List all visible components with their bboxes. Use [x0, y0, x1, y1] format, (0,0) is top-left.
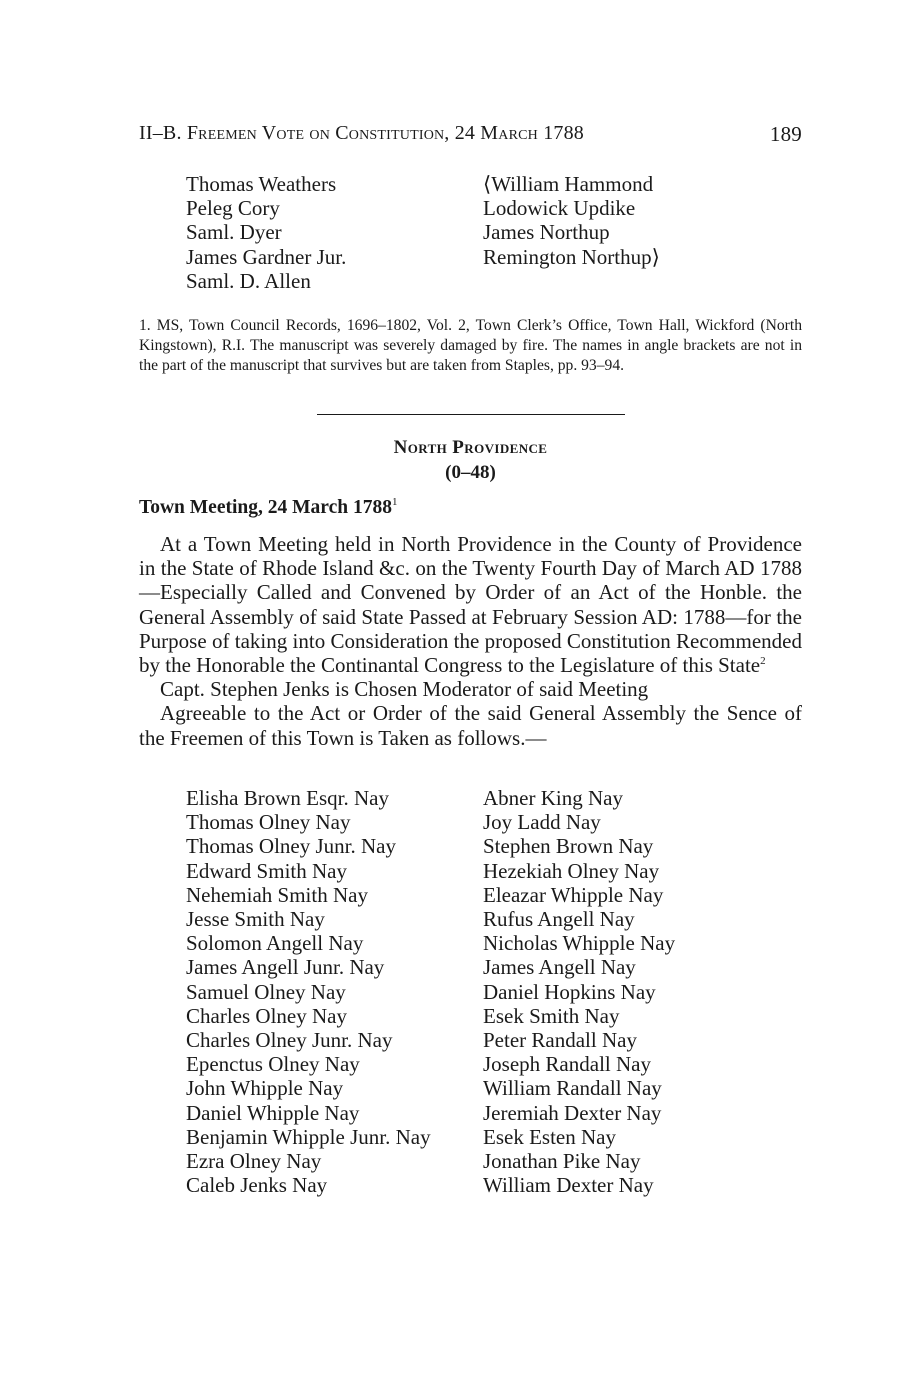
document-title-note: 1	[391, 496, 398, 508]
section-title: North Providence	[393, 437, 548, 458]
name-entry: Elisha Brown Esqr. Nay	[186, 786, 389, 810]
vote-names-list	[186, 786, 786, 1197]
name-entry: James Angell Junr. Nay	[186, 955, 385, 980]
name-entry: Solomon Angell Nay	[186, 931, 364, 956]
name-entry: Nicholas Whipple Nay	[483, 931, 676, 956]
name-entry: Rufus Angell Nay	[483, 907, 635, 932]
name-entry: Stephen Brown Nay	[483, 834, 654, 859]
name-entry: William Randall Nay	[483, 1076, 662, 1101]
name-entry: Peleg Cory	[186, 196, 280, 221]
name-entry: James Gardner Jur.	[186, 244, 347, 269]
name-entry: Edward Smith Nay	[186, 858, 347, 883]
name-entry: William Dexter Nay	[483, 1173, 654, 1198]
document-title-text: Town Meeting, 24 March 1788	[139, 497, 392, 518]
name-entry: Joseph Randall Nay	[483, 1052, 651, 1077]
name-entry: Esek Esten Nay	[483, 1124, 616, 1149]
name-entry: Epenctus Olney Nay	[186, 1052, 360, 1077]
page-number: 189	[769, 122, 802, 146]
paragraph-meeting-text: At a Town Meeting held in North Providence in the County of Providence in the State of Rhode Island &c. on the Twenty Fourth Day of March AD 1788—Especially Called and Convened by Order of an Act of the Honble. the General Assembly of said State Passed at February Session AD: 1788—for the Purpose of taking into Consideration the proposed Constitution Recommended by the Honorable the Continantal Congress to the Legislature of this State	[139, 532, 802, 678]
section-divider	[317, 414, 625, 415]
name-entry: Saml. Dyer	[186, 220, 282, 245]
name-entry: Peter Randall Nay	[483, 1028, 637, 1053]
name-entry: Jonathan Pike Nay	[483, 1149, 641, 1174]
name-entry: Thomas Olney Nay	[186, 810, 351, 835]
name-entry: Thomas Olney Junr. Nay	[186, 834, 396, 859]
name-entry	[483, 269, 786, 293]
paragraph-sense: Agreeable to the Act or Order of the said General Assembly the Sence of the Freemen of this Town is Taken as follows.—	[139, 701, 802, 750]
name-entry: Samuel Olney Nay	[186, 979, 346, 1004]
name-entry: ⟨William Hammond	[483, 172, 654, 196]
body-text	[139, 532, 802, 750]
name-entry: Lodowick Updike	[483, 196, 636, 221]
name-entry: Daniel Whipple Nay	[186, 1100, 360, 1125]
name-entry: Eleazar Whipple Nay	[483, 882, 664, 907]
name-entry: Jesse Smith Nay	[186, 907, 325, 932]
name-entry: Daniel Hopkins Nay	[483, 979, 656, 1004]
name-entry: Caleb Jenks Nay	[186, 1173, 328, 1198]
document-page	[139, 0, 802, 1380]
footnote: 1. MS, Town Council Records, 1696–1802, Vol. 2, Town Clerk’s Office, Town Hall, Wickford (North Kingstown), R.I. The manuscript was severely damaged by fire. The names in angle brackets are not in the part of the manuscript that survives but are taken from Staples, pp. 93–94.	[139, 317, 802, 374]
name-entry: Esek Smith Nay	[483, 1003, 620, 1028]
running-head	[139, 122, 802, 148]
name-entry: Nehemiah Smith Nay	[186, 882, 368, 907]
name-entry: Benjamin Whipple Junr. Nay	[186, 1124, 431, 1149]
name-entry: John Whipple Nay	[186, 1076, 344, 1101]
paragraph-meeting-note: 2	[760, 655, 766, 668]
name-entry: Joy Ladd Nay	[483, 810, 601, 835]
name-entry: James Northup	[483, 220, 610, 245]
name-entry: James Angell Nay	[483, 955, 636, 980]
name-entry: Hezekiah Olney Nay	[483, 858, 660, 883]
name-entry: Saml. D. Allen	[186, 268, 311, 293]
paragraph-moderator: Capt. Stephen Jenks is Chosen Moderator of said Meeting	[160, 677, 649, 702]
document-title	[139, 496, 397, 519]
name-entry: Jeremiah Dexter Nay	[483, 1100, 662, 1125]
name-entry: Remington Northup⟩	[483, 244, 660, 269]
name-entry: Charles Olney Nay	[186, 1003, 347, 1028]
section-vote-count: (0–48)	[445, 462, 496, 483]
name-entry: Thomas Weathers	[186, 172, 337, 196]
name-entry: Charles Olney Junr. Nay	[186, 1028, 393, 1053]
paragraph-meeting	[139, 532, 802, 677]
name-entry: Abner King Nay	[483, 786, 623, 810]
name-entry: Ezra Olney Nay	[186, 1149, 322, 1174]
section-heading	[139, 435, 802, 485]
top-names-list	[186, 172, 786, 293]
running-head-title: II–B. Freemen Vote on Constitution, 24 March 1788	[139, 122, 584, 144]
